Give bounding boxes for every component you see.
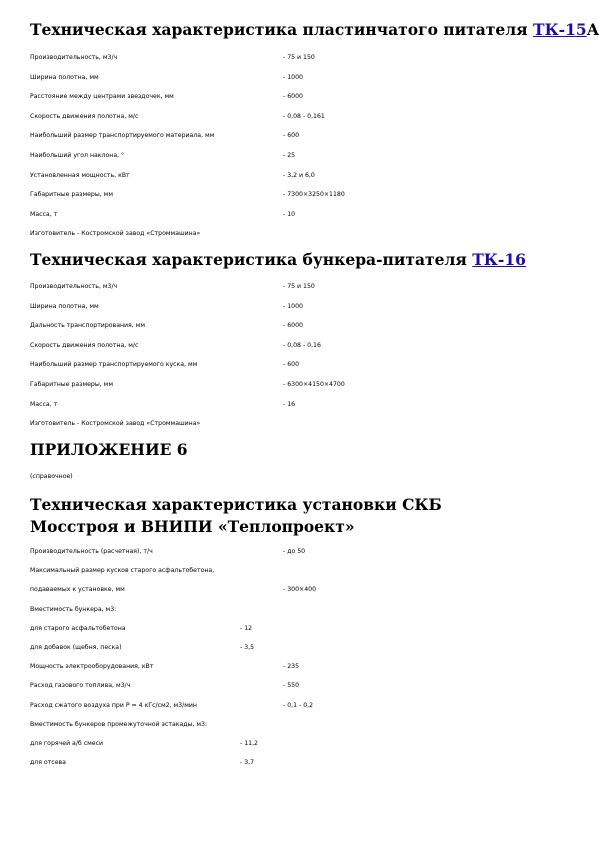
section2-maker: Изготовитель - Костромской завод «Строммашина» xyxy=(30,420,201,427)
spec-label: Масса, т xyxy=(30,400,58,408)
spec-label: Габаритные размеры, мм xyxy=(30,381,113,388)
spec-label: Расход газового топлива, м3/ч xyxy=(30,682,131,690)
spec-label: для старого асфальтобетона xyxy=(30,624,126,632)
spec-value: - до 50 xyxy=(283,548,306,555)
tk15-link[interactable]: ТК-15 xyxy=(533,20,587,39)
spec-value: - 11,2 xyxy=(240,740,258,747)
spec-value: - 600 xyxy=(283,361,300,369)
appendix-title: ПРИЛОЖЕНИЕ 6 xyxy=(30,440,188,459)
spec-value: - 6000 xyxy=(283,93,303,101)
spec-label: Мощность электрооборудования, кВт xyxy=(30,663,154,671)
spec-value: - 16 xyxy=(283,400,296,408)
section3-title: Техническая характеристика установки СКБ Мосстроя и ВНИПИ «Теплопроект» xyxy=(30,495,442,536)
spec-label: Наибольший размер транспортируемого куска, мм xyxy=(30,361,198,369)
spec-value: - 0,1 - 0,2 xyxy=(283,701,314,709)
section1-title xyxy=(30,19,599,41)
spec-label: Расстояние между центрами звездочек, мм xyxy=(30,93,174,101)
spec-label: для добавок (щебня, песка) xyxy=(30,644,122,651)
spec-value: - 0,08 - 0,161 xyxy=(283,112,325,120)
spec-value: - 10 xyxy=(283,210,296,218)
tk16-link[interactable]: ТК-16 xyxy=(472,250,526,269)
spec-label: Дальность транспортирования, мм xyxy=(30,322,146,330)
section1-title-suffix: А xyxy=(586,20,599,39)
spec-value: - 1000 xyxy=(283,302,303,310)
spec-label: Ширина полотна, мм xyxy=(30,73,99,81)
spec-label: Максимальный размер кусков старого асфальтобетона, xyxy=(30,567,215,575)
spec-value: - 25 xyxy=(283,152,296,159)
spec-value: - 12 xyxy=(240,624,253,632)
spec-value: - 1000 xyxy=(283,73,303,81)
section1-maker: Изготовитель - Костромской завод «Строммашина» xyxy=(30,230,201,237)
spec-label: Наибольший угол наклона, ° xyxy=(30,152,125,159)
spec-label: Производительность, м3/ч xyxy=(30,54,118,61)
spec-value: - 7300×3250×1180 xyxy=(283,191,345,199)
section2-title xyxy=(30,249,526,271)
spec-value: - 3,5 xyxy=(240,644,255,651)
spec-value: - 75 и 150 xyxy=(283,54,315,61)
spec-label: для отсева xyxy=(30,759,66,767)
spec-label: Наибольший размер транспортируемого материала, мм xyxy=(30,132,215,140)
spec-value: - 0,08 - 0,16 xyxy=(283,341,321,349)
spec-label: Габаритные размеры, мм xyxy=(30,191,113,199)
appendix-subtitle: (справочное) xyxy=(30,473,73,480)
spec-label: Производительность (расчетная), т/ч xyxy=(30,548,153,555)
spec-label: Скорость движения полотна, м/с xyxy=(30,112,139,120)
spec-label: Расход сжатого воздуха при P = 4 кГс/см2, м3/мин xyxy=(30,701,197,709)
spec-value: - 75 и 150 xyxy=(283,283,315,290)
spec-label: Ширина полотна, мм xyxy=(30,302,99,310)
spec-value: - 600 xyxy=(283,132,300,140)
spec-label: Производительность, м3/ч xyxy=(30,283,118,290)
spec-label: подаваемых к установке, мм xyxy=(30,586,125,594)
spec-label: Скорость движения полотна, м/с xyxy=(30,341,139,349)
spec-value: - 3,7 xyxy=(240,759,255,767)
spec-label: Установленная мощность, кВт xyxy=(30,171,130,179)
spec-label: Вместимость бункеров промежуточной эстакады, м3: xyxy=(30,720,208,728)
section1-title-text: Техническая характеристика пластинчатого питателя xyxy=(30,20,534,39)
spec-value: - 6000 xyxy=(283,322,303,330)
spec-value: - 235 xyxy=(283,663,300,671)
section2-title-text: Техническая характеристика бункера-питателя xyxy=(30,250,473,269)
spec-label: для горячей а/б смеси xyxy=(30,740,104,747)
spec-label: Масса, т xyxy=(30,210,58,218)
spec-value: - 300×400 xyxy=(283,586,317,594)
spec-label: Вместимость бункера, м3: xyxy=(30,605,117,613)
spec-value: - 3,2 и 6,0 xyxy=(283,171,315,179)
spec-value: - 550 xyxy=(283,682,300,690)
spec-value: - 6300×4150×4700 xyxy=(283,381,345,388)
